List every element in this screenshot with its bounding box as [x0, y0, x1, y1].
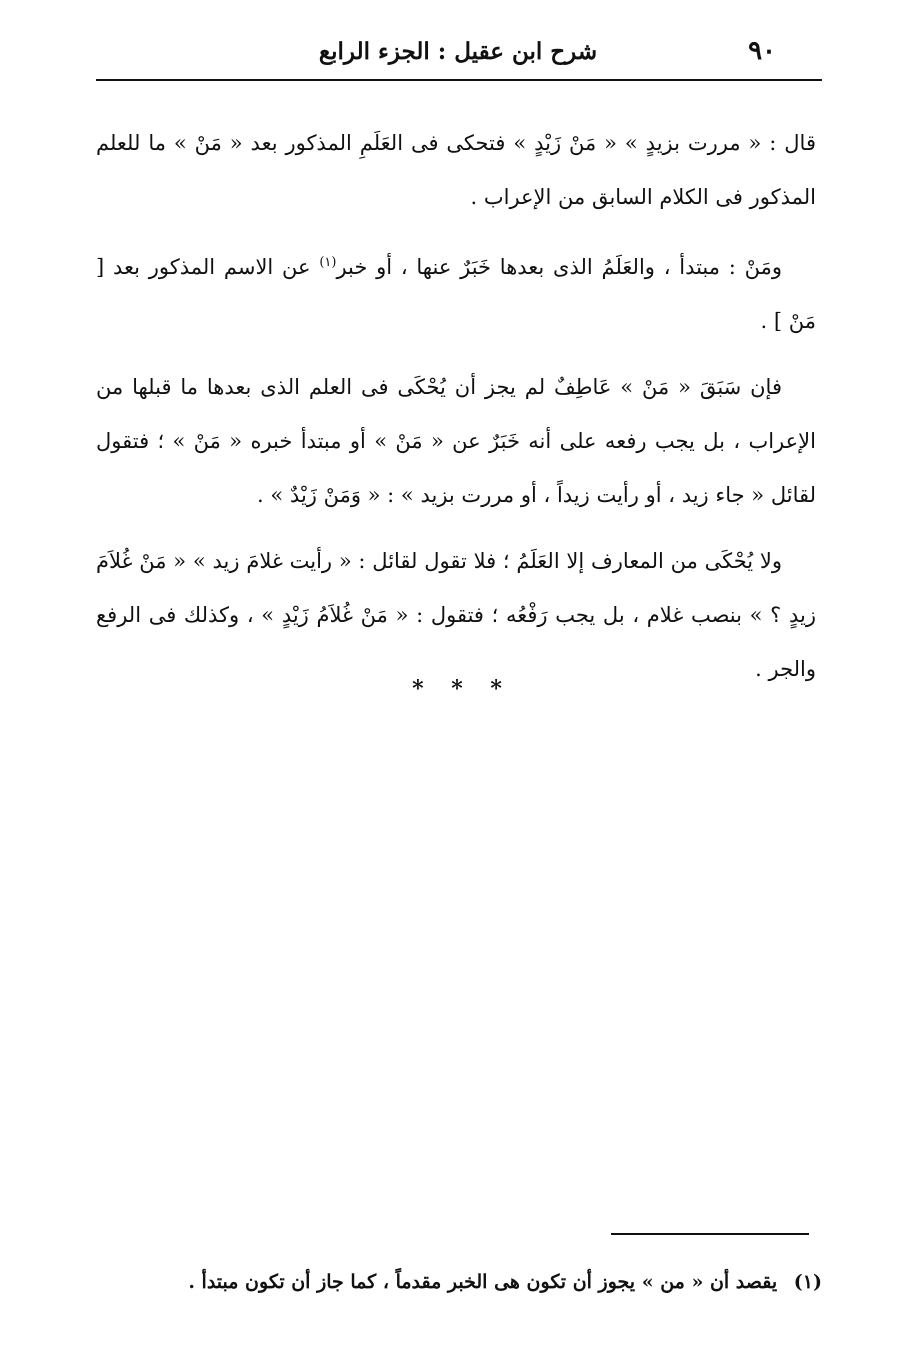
paragraph-2	[96, 236, 816, 348]
paragraph-1: قال : « مررت بزيدٍ » « مَنْ زَيْدٍ » فتحكى فى العَلَمِ المذكور بعد « مَنْ » ما للعلم المذكور فى الكلام السابق من الإعراب .	[96, 131, 816, 209]
page-number: ٩٠	[748, 36, 776, 66]
running-title: شرح ابن عقيل : الجزء الرابع	[318, 38, 598, 65]
footnote-text: يقصد أن « من » يجوز أن تكون هى الخبر مقدماً ، كما جاز أن تكون مبتدأ .	[188, 1271, 778, 1293]
section-separator: * * *	[412, 676, 512, 702]
header-rule	[96, 79, 822, 81]
main-text	[96, 116, 816, 708]
footnote-rule	[611, 1233, 809, 1235]
paragraph-3: فإن سَبَقَ « مَنْ » عَاطِفٌ لم يجز أن يُحْكَى فى العلم الذى بعدها ما قبلها من الإعراب ، بل يجب رفعه على أنه خَبَرٌ عن « مَنْ » أو مبتدأ خبره « مَنْ » ؛ فتقول لقائل « جاء زيد ، أو رأيت زيداً ، أو مررت بزيد » : « وَمَنْ زَيْدٌ » .	[96, 375, 816, 507]
paragraph-2-tail: عن الاسم المذكور بعد [ مَنْ ] .	[96, 255, 816, 333]
page-header	[96, 34, 820, 74]
footnote	[96, 1266, 822, 1298]
paragraph-2-text: ومَنْ : مبتدأ ، والعَلَمُ الذى بعدها خَبَرٌ عنها ، أو خبر	[336, 255, 782, 279]
paragraph-4: ولا يُحْكَى من المعارف إلا العَلَمُ ؛ فلا تقول لقائل : « رأيت غلامَ زيد » « مَنْ غُلاَمَ زيدٍ ؟ » بنصب غلام ، بل يجب رَفْعُه ؛ فتقول : « مَنْ غُلاَمُ زَيْدٍ » ، وكذلك فى الرفع والجر .	[96, 549, 816, 681]
footnote-number: (١)	[793, 1271, 822, 1293]
footnote-marker[interactable]: (١)	[319, 255, 337, 270]
